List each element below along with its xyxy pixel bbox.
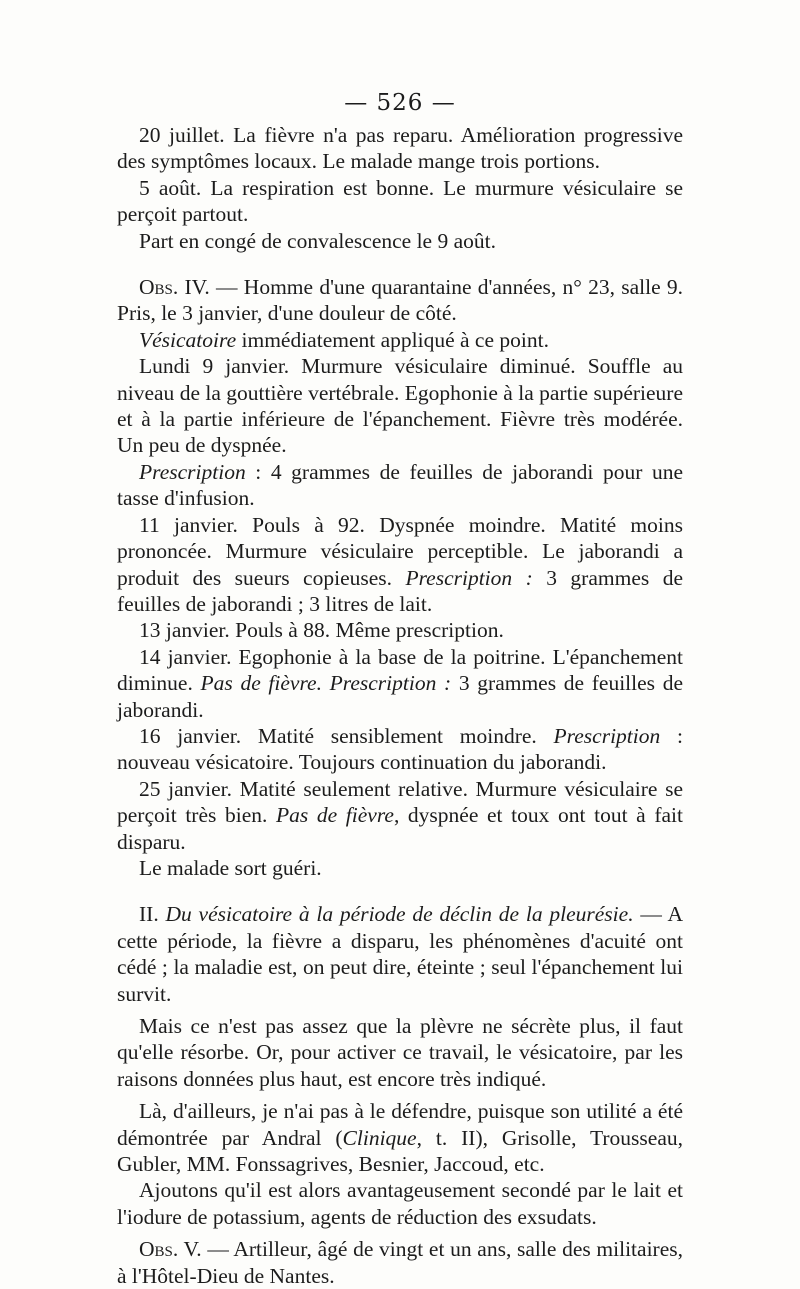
paragraph-text: , t. II), Grisolle, Trousseau, Gubler, MM. Fonssagrives, Besnier, Jaccoud, etc. <box>117 1125 683 1177</box>
paragraph-iodure: Ajoutons qu'il est alors avantageusement secondé par le lait et l'iodure de potassium, agents de réduction des exsudats. <box>117 1178 683 1229</box>
paragraph-january-11 <box>117 512 683 618</box>
paragraph-july-20: 20 juillet. La fièvre n'a pas reparu. Amélioration progressive des symptômes locaux. Le malade mange trois portions. <box>117 123 683 174</box>
paragraph-text: Là, d'ailleurs, je n'ai pas à le défendre, puisque son utilité a été démontrée par Andral ( <box>117 1099 683 1150</box>
paragraph-january-13: 13 janvier. Pouls à 88. Même prescription. <box>139 618 504 643</box>
observation-label: Obs. V. <box>139 1237 202 1262</box>
paragraph-text: 11 janvier. Pouls à 92. Dyspnée moindre. Matité moins prononcée. Murmure vésiculaire perceptible. Le jaborandi a produit des sueurs copieuses. <box>117 512 683 590</box>
paragraph-text: 3 grammes de feuilles de jaborandi ; 3 litres de lait. <box>117 565 683 616</box>
paragraph-text: 16 janvier. Matité sensiblement moindre. <box>139 723 554 748</box>
italic-term: Prescription <box>139 459 246 484</box>
paragraph-resorption: Mais ce n'est pas assez que la plèvre ne sécrète plus, il faut qu'elle résorbe. Or, pour activer ce travail, le vésicatoire, par les raisons données plus haut, est encore très indiqué. <box>117 1014 683 1091</box>
paragraph-text: immédiatement appliqué à ce point. <box>236 327 549 352</box>
paragraph-august-5: 5 août. La respiration est bonne. Le murmure vésiculaire se perçoit partout. <box>117 175 683 227</box>
observation-5-heading <box>117 1236 683 1289</box>
italic-term: Prescription <box>553 723 661 748</box>
paragraph-text: — A cette période, la fièvre a disparu, les phénomènes d'acuité ont cédé ; la maladie est, on peut dire, éteinte ; seul l'épanchement lui survit. <box>117 902 683 1006</box>
paragraph-text: 14 janvier. Egophonie à la base de la poitrine. L'épanchement diminue. <box>117 644 683 696</box>
paragraph-text: 3 grammes de feuilles de jaborandi. <box>117 671 683 722</box>
paragraph-discharge: Part en congé de convalescence le 9 août. <box>139 228 496 253</box>
paragraph-text: : nouveau vésicatoire. Toujours continuation du jaborandi. <box>117 723 683 775</box>
paragraph-prescription-1 <box>117 459 683 512</box>
section-number: II. <box>139 902 166 927</box>
paragraph-vesicatoire <box>117 327 683 353</box>
page-text <box>117 122 683 1289</box>
paragraph-january-9: Lundi 9 janvier. Murmure vésiculaire diminué. Souffle au niveau de la gouttière vertébrale. Egophonie à la partie supérieure et à la partie inférieure de l'épanchement. Fièvre très modérée. Un peu de dyspnée. <box>117 354 683 458</box>
section-title: Du vésicatoire à la période de déclin de la pleurésie. <box>165 902 634 927</box>
italic-term: Prescription : <box>405 565 533 590</box>
observation-text: — Artilleur, âgé de vingt et un ans, salle des militaires, à l'Hôtel-Dieu de Nantes. <box>117 1237 683 1288</box>
italic-term: Clinique <box>342 1125 417 1150</box>
italic-term: Pas de fièvre <box>276 803 394 828</box>
observation-text: — Homme d'une quarantaine d'années, n° 23, salle 9. Pris, le 3 janvier, d'une douleur de côté. <box>117 275 683 326</box>
paragraph-text: : 4 grammes de feuilles de jaborandi pour une tasse d'infusion. <box>117 459 683 511</box>
section-ii-heading <box>117 901 683 1007</box>
paragraph-andral <box>117 1098 683 1177</box>
paragraph-cured: Le malade sort guéri. <box>139 855 322 880</box>
observation-4-heading <box>117 274 683 327</box>
italic-term: Pas de fièvre. Prescription : <box>200 671 452 696</box>
paragraph-january-25 <box>117 776 683 855</box>
italic-term: Vésicatoire <box>139 327 237 352</box>
paragraph-january-14 <box>117 644 683 723</box>
page-number: — 526 — <box>344 90 456 116</box>
paragraph-text: , dyspnée et toux ont tout à fait disparu. <box>117 803 683 854</box>
observation-label: Obs. IV. <box>139 275 210 300</box>
paragraph-january-16 <box>117 723 683 776</box>
paragraph-text: 25 janvier. Matité seulement relative. Murmure vésiculaire se perçoit très bien. <box>117 776 683 828</box>
